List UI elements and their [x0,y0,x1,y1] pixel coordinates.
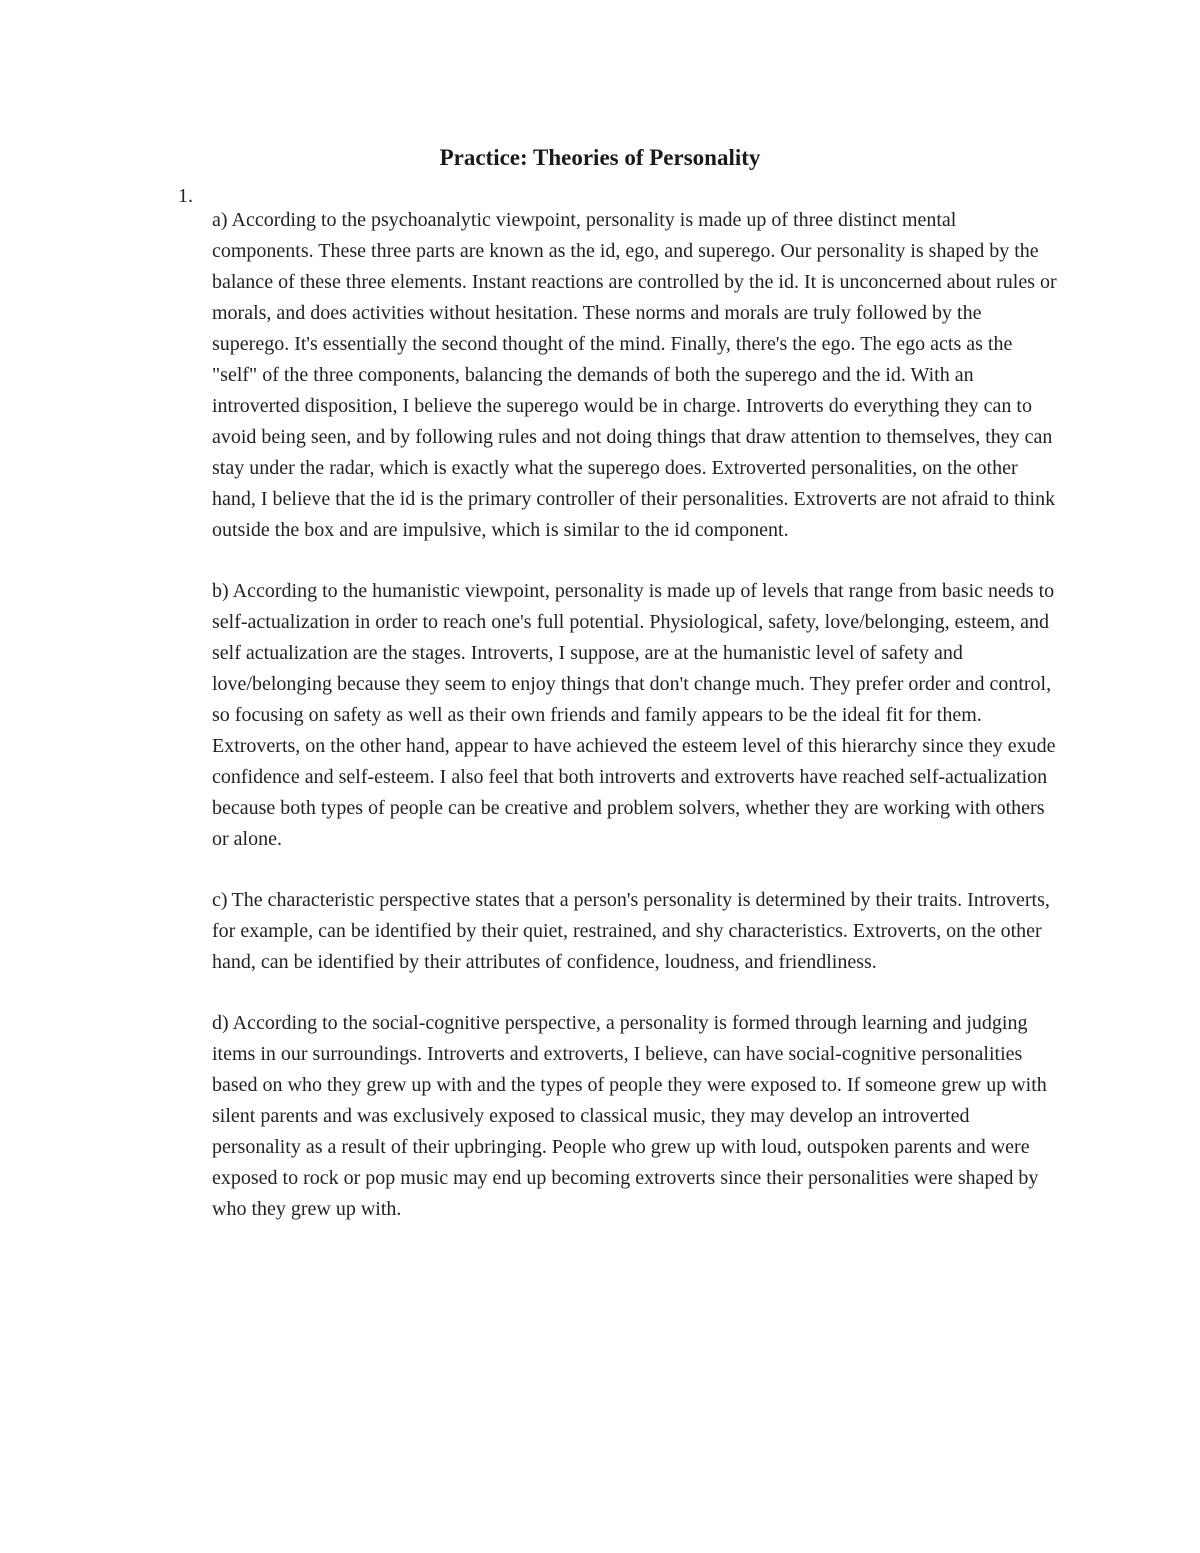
answer-c [212,885,1060,978]
answer-label: a) [212,209,228,231]
question-number: 1. [178,185,193,207]
answer-text: According to the psychoanalytic viewpoint, personality is made up of three distinct mental components. These three parts are known as the id, ego, and superego. Our personality is shaped by the balance of these three elements. Instant reactions are controlled by the id. It is unconcerned about rules or morals, and does activities without hesitation. These norms and morals are truly followed by the superego. It's essentially the second thought of the mind. Finally, there's the ego. The ego acts as the "self" of the three components, balancing the demands of both the superego and the id. With an introverted disposition, I believe the superego would be in charge. Introverts do everything they can to avoid being seen, and by following rules and not doing things that draw attention to themselves, they can stay under the radar, which is exactly what the superego does. Extroverted personalities, on the other hand, I believe that the id is the primary controller of their personalities. Extroverts are not afraid to think outside the box and are impulsive, which is similar to the id component. [212,209,1057,541]
answer-text: The characteristic perspective states that a person's personality is determined by their traits. Introverts, for example, can be identified by their quiet, restrained, and shy characteristics. Extroverts, on the other hand, can be identified by their attributes of confidence, loudness, and friendliness. [212,889,1050,973]
page-title: Practice: Theories of Personality [439,145,761,170]
answer-a [212,205,1060,546]
answer-b [212,576,1060,855]
answer-label: c) [212,889,228,911]
answer-d [212,1008,1060,1225]
answer-text: According to the humanistic viewpoint, personality is made up of levels that range from basic needs to self-actualization in order to reach one's full potential. Physiological, safety, love/belonging, esteem, and self actualization are the stages. Introverts, I suppose, are at the humanistic level of safety and love/belonging because they seem to enjoy things that don't change much. They prefer order and control, so focusing on safety as well as their own friends and family appears to be the ideal fit for them. Extroverts, on the other hand, appear to have achieved the esteem level of this hierarchy since they exude confidence and self-esteem. I also feel that both introverts and extroverts have reached self-actualization because both types of people can be creative and problem solvers, whether they are working with others or alone. [212,580,1056,850]
answer-text: According to the social-cognitive perspective, a personality is formed through learning and judging items in our surroundings. Introverts and extroverts, I believe, can have social-cognitive personalities based on who they grew up with and the types of people they were exposed to. If someone grew up with silent parents and was exclusively exposed to classical music, they may develop an introverted personality as a result of their upbringing. People who grew up with loud, outspoken parents and were exposed to rock or pop music may end up becoming extroverts since their personalities were shaped by who they grew up with. [212,1012,1047,1220]
answer-list [212,205,1060,1255]
answer-label: b) [212,580,229,602]
answer-label: d) [212,1012,229,1034]
